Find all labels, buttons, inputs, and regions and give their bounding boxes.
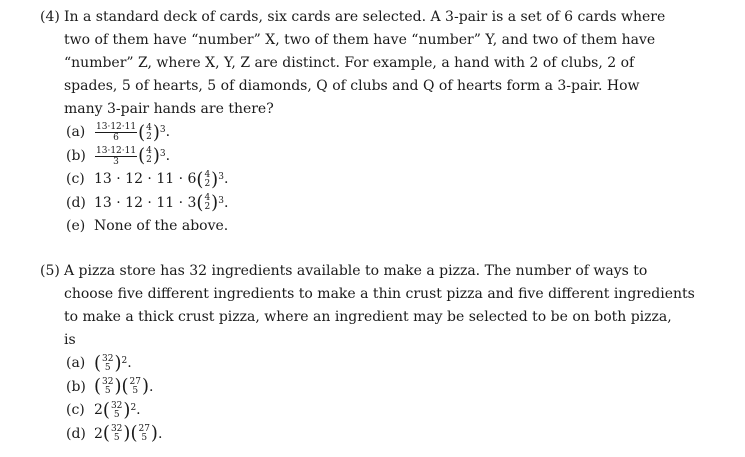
denominator: 6 <box>113 133 119 144</box>
stem-line: In a standard deck of cards, six cards are selected. A 3-pair is a set of 6 cards where <box>64 9 666 25</box>
problem-number: (5) <box>40 263 60 279</box>
binom-top: 32 <box>110 424 123 435</box>
product: 13 · 12 · 11 · 6 <box>94 171 197 187</box>
choice-b <box>66 376 720 400</box>
choice-c <box>66 399 720 423</box>
choice-label: (b) <box>66 147 86 164</box>
period: . <box>127 355 132 371</box>
choice-d <box>66 423 720 447</box>
exponent: 2 <box>130 403 137 413</box>
choice-c <box>66 168 720 192</box>
numerator: 13·12·11 <box>96 145 137 156</box>
binom-bottom: 2 <box>146 155 152 166</box>
denominator: 3 <box>113 156 119 167</box>
problem-4-stem-row <box>40 6 720 121</box>
binomial: ( 27 5 ) <box>121 375 150 398</box>
problem-5-stem-row <box>40 260 720 352</box>
binom-bottom: 5 <box>113 409 120 420</box>
period: . <box>136 402 141 418</box>
choice-a <box>66 121 720 145</box>
period: . <box>149 378 154 395</box>
choice-label: (d) <box>66 194 86 211</box>
binom-bottom: 2 <box>146 131 152 142</box>
problem-4-stem <box>64 6 665 121</box>
binom-top: 27 <box>129 377 141 388</box>
binom-top: 4 <box>146 122 152 133</box>
binomial: ( 4 2 ) <box>138 144 160 167</box>
binom-top: 27 <box>138 424 150 435</box>
period: . <box>223 194 229 211</box>
stem-line: to make a thick crust pizza, where an ingredient may be selected to be on both pizza, <box>64 309 672 325</box>
problem-5 <box>40 260 720 446</box>
fraction <box>95 122 137 143</box>
choice-label: (a) <box>66 124 86 140</box>
product: 13 · 12 · 11 · 3 <box>94 194 197 211</box>
exponent: 3 <box>159 148 166 159</box>
binomial: ( 27 5 ) <box>130 422 158 445</box>
binomial: ( 4 2 ) <box>196 168 219 191</box>
binomial: ( 32 5 ) <box>102 399 131 422</box>
stem-line: is <box>64 332 76 348</box>
binom-bottom: 5 <box>132 386 139 397</box>
problem-5-choices <box>66 352 720 446</box>
choice-label: (b) <box>66 378 86 395</box>
binomial: ( 4 2 ) <box>138 121 160 144</box>
numerator: 13·12·11 <box>96 122 137 133</box>
binom-bottom: 2 <box>204 178 211 189</box>
exponent: 3 <box>159 125 166 135</box>
stem-line: choose five different ingredients to make a thin crust pizza and five different ingredients <box>64 286 695 302</box>
binomial: ( 4 2 ) <box>196 191 219 214</box>
choice-text: None of the above. <box>94 218 229 234</box>
period: . <box>165 124 171 140</box>
exponent: 3 <box>218 172 224 182</box>
problem-number: (4) <box>40 9 60 25</box>
binom-top: 4 <box>204 193 211 204</box>
choice-label: (a) <box>66 355 86 371</box>
problem-5-stem <box>64 260 695 352</box>
binom-bottom: 5 <box>104 386 111 397</box>
problem-4-choices <box>66 121 720 239</box>
choice-d <box>66 192 720 216</box>
choice-label: (c) <box>66 402 85 418</box>
binomial: ( 32 5 ) <box>94 352 122 375</box>
coefficient: 2 <box>94 402 103 418</box>
binom-top: 32 <box>102 353 114 364</box>
period: . <box>165 147 171 164</box>
choice-label: (e) <box>66 218 86 234</box>
period: . <box>223 171 229 187</box>
stem-line: spades, 5 of hearts, 5 of diamonds, Q of clubs and Q of hearts form a 3-pair. How <box>64 78 640 94</box>
binom-bottom: 5 <box>141 433 148 444</box>
binomial: ( 32 5 ) <box>102 422 131 445</box>
binom-top: 4 <box>146 146 152 157</box>
binom-bottom: 5 <box>104 362 111 373</box>
fraction <box>95 146 137 167</box>
binom-top: 32 <box>110 400 123 411</box>
choice-e <box>66 215 720 239</box>
exponent: 3 <box>218 195 224 206</box>
binomial: ( 32 5 ) <box>94 375 122 398</box>
choice-a <box>66 352 720 376</box>
binom-top: 32 <box>102 377 114 388</box>
stem-line: “number” Z, where X, Y, Z are distinct. For example, a hand with 2 of clubs, 2 of <box>64 55 635 71</box>
binom-bottom: 2 <box>204 202 211 213</box>
problem-4 <box>40 6 720 239</box>
choice-label: (c) <box>66 171 85 187</box>
stem-line: many 3-pair hands are there? <box>64 101 274 117</box>
exponent: 2 <box>121 356 128 366</box>
stem-line: two of them have “number” X, two of them have “number” Y, and two of them have <box>64 32 656 48</box>
stem-line: A pizza store has 32 ingredients available to make a pizza. The number of ways to <box>64 263 648 279</box>
binom-bottom: 5 <box>113 433 120 444</box>
period: . <box>157 425 163 442</box>
choice-label: (d) <box>66 425 86 442</box>
choice-b <box>66 145 720 169</box>
coefficient: 2 <box>94 425 103 442</box>
binom-top: 4 <box>204 169 211 180</box>
